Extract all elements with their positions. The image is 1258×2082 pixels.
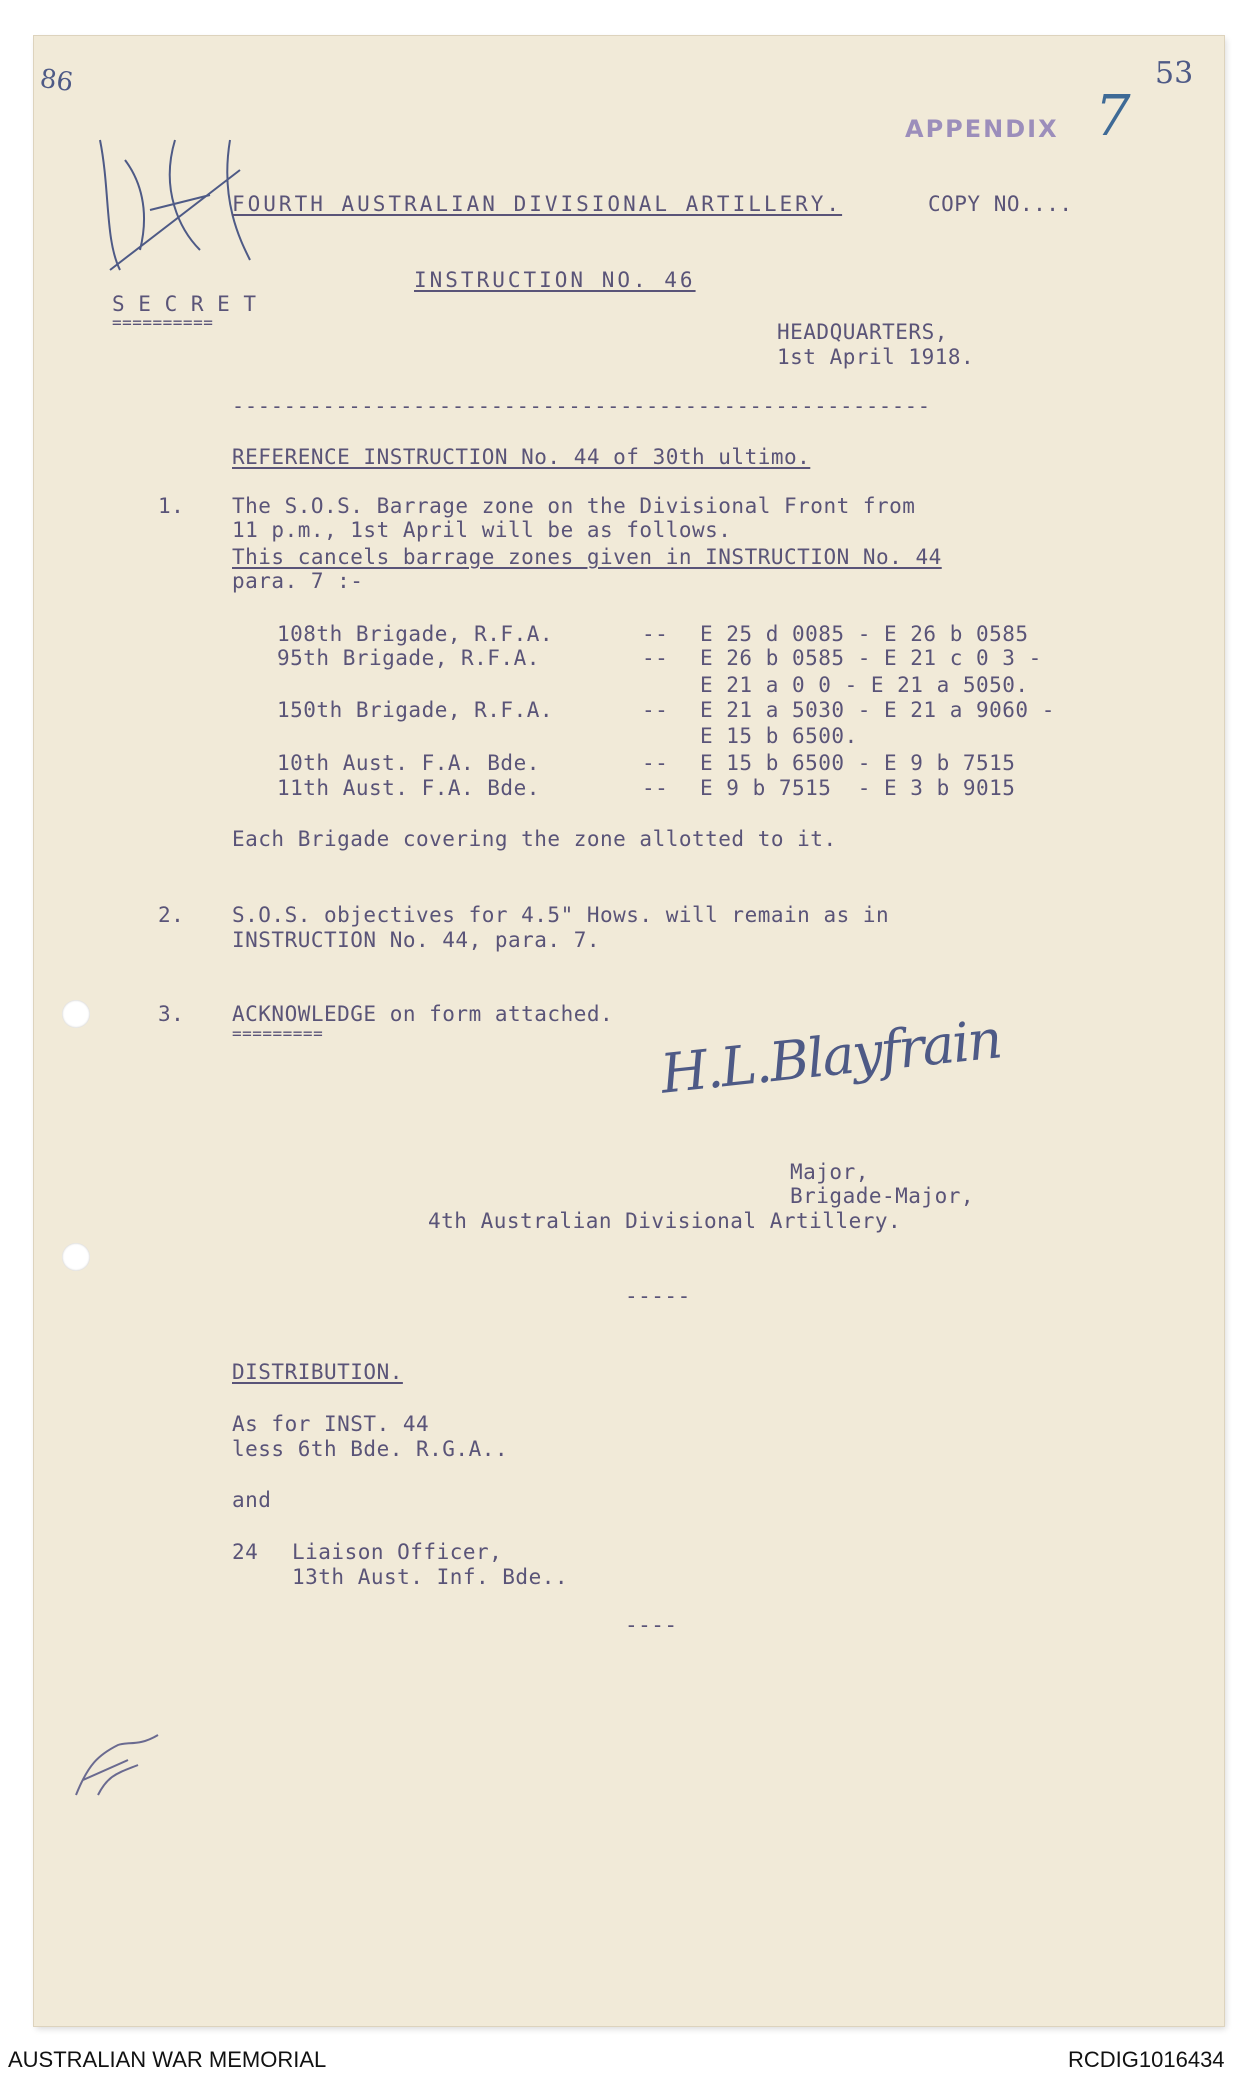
footer-identifier: RCDIG1016434 <box>1068 2047 1225 2072</box>
zone-reference: E 25 d 0085 - E 26 b 0585 <box>700 622 1029 646</box>
zone-reference: E 15 b 6500. <box>700 724 858 748</box>
distribution-line1: As for INST. 44 <box>232 1412 430 1436</box>
distribution-line2: less 6th Bde. R.G.A.. <box>232 1437 509 1461</box>
copy-number: COPY NO.... <box>928 192 1073 216</box>
para2-line2: INSTRUCTION No. 44, para. 7. <box>232 928 601 952</box>
signature-rank: Major, <box>790 1160 869 1184</box>
zone-reference: E 21 a 5030 - E 21 a 9060 - <box>700 698 1055 722</box>
distribution-officer-line1: Liaison Officer, <box>292 1540 503 1564</box>
footer-source: AUSTRALIAN WAR MEMORIAL <box>8 2047 327 2072</box>
appendix-number: 7 <box>1095 84 1131 149</box>
document-sheet <box>34 36 1224 2026</box>
secret-label: S E C R E T <box>112 292 257 316</box>
divider-line: ------------------------------------------------------ <box>232 394 931 418</box>
para1-line2: 11 p.m., 1st April will be as follows. <box>232 518 732 542</box>
zone-dash: -- <box>642 698 669 722</box>
zone-reference: E 9 b 7515 - E 3 b 9015 <box>700 776 1016 800</box>
initials-lower-mark <box>68 1725 168 1805</box>
zone-dash: -- <box>642 622 669 646</box>
punch-hole-bottom <box>62 1243 90 1271</box>
para3-number: 3. <box>158 1002 185 1026</box>
zone-unit: 108th Brigade, R.F.A. <box>277 622 554 646</box>
para2-number: 2. <box>158 903 185 927</box>
acknowledge-underline: ========= <box>232 1024 324 1043</box>
distribution-officer-line2: 13th Aust. Inf. Bde.. <box>292 1565 569 1589</box>
para1-number: 1. <box>158 494 185 518</box>
zone-dash: -- <box>642 751 669 775</box>
signature: H.L.Blayfrain <box>657 1007 1004 1106</box>
secret-underline: ========== <box>112 313 214 332</box>
zone-unit: 95th Brigade, R.F.A. <box>277 646 540 670</box>
para1-line4: para. 7 :- <box>232 569 364 593</box>
zone-unit: 11th Aust. F.A. Bde. <box>277 776 540 800</box>
document-title: FOURTH AUSTRALIAN DIVISIONAL ARTILLERY. <box>232 192 843 216</box>
margin-number: 86 <box>38 63 76 99</box>
appendix-stamp: APPENDIX <box>905 115 1059 143</box>
zone-unit: 150th Brigade, R.F.A. <box>277 698 554 722</box>
acknowledge-text: ACKNOWLEDGE on form attached. <box>232 1002 614 1026</box>
signature-unit: 4th Australian Divisional Artillery. <box>428 1209 902 1233</box>
reference-heading: REFERENCE INSTRUCTION No. 44 of 30th ultimo. <box>232 445 811 469</box>
document-date: 1st April 1918. <box>777 345 975 369</box>
zone-dash: -- <box>642 776 669 800</box>
each-brigade-note: Each Brigade covering the zone allotted to it. <box>232 827 837 851</box>
headquarters: HEADQUARTERS, <box>777 320 948 344</box>
punch-hole-top <box>62 1000 90 1028</box>
separator: ----- <box>625 1284 691 1308</box>
zone-reference: E 21 a 0 0 - E 21 a 5050. <box>700 673 1029 697</box>
distribution-and: and <box>232 1488 272 1512</box>
para1-line1: The S.O.S. Barrage zone on the Divisional Front from <box>232 494 916 518</box>
page-number: 53 <box>1155 56 1194 91</box>
distribution-copy-number: 24 <box>232 1540 259 1564</box>
zone-reference: E 26 b 0585 - E 21 c 0 3 - <box>700 646 1042 670</box>
distribution-heading: DISTRIBUTION. <box>232 1360 403 1384</box>
signature-role: Brigade-Major, <box>790 1184 975 1208</box>
para2-line1: S.O.S. objectives for 4.5" Hows. will remain as in <box>232 903 890 927</box>
separator: ---- <box>625 1613 678 1637</box>
para1-line3: This cancels barrage zones given in INSTRUCTION No. 44 <box>232 545 942 569</box>
zone-reference: E 15 b 6500 - E 9 b 7515 <box>700 751 1016 775</box>
zone-dash: -- <box>642 646 669 670</box>
instruction-number: INSTRUCTION NO. 46 <box>414 268 696 292</box>
zone-unit: 10th Aust. F.A. Bde. <box>277 751 540 775</box>
